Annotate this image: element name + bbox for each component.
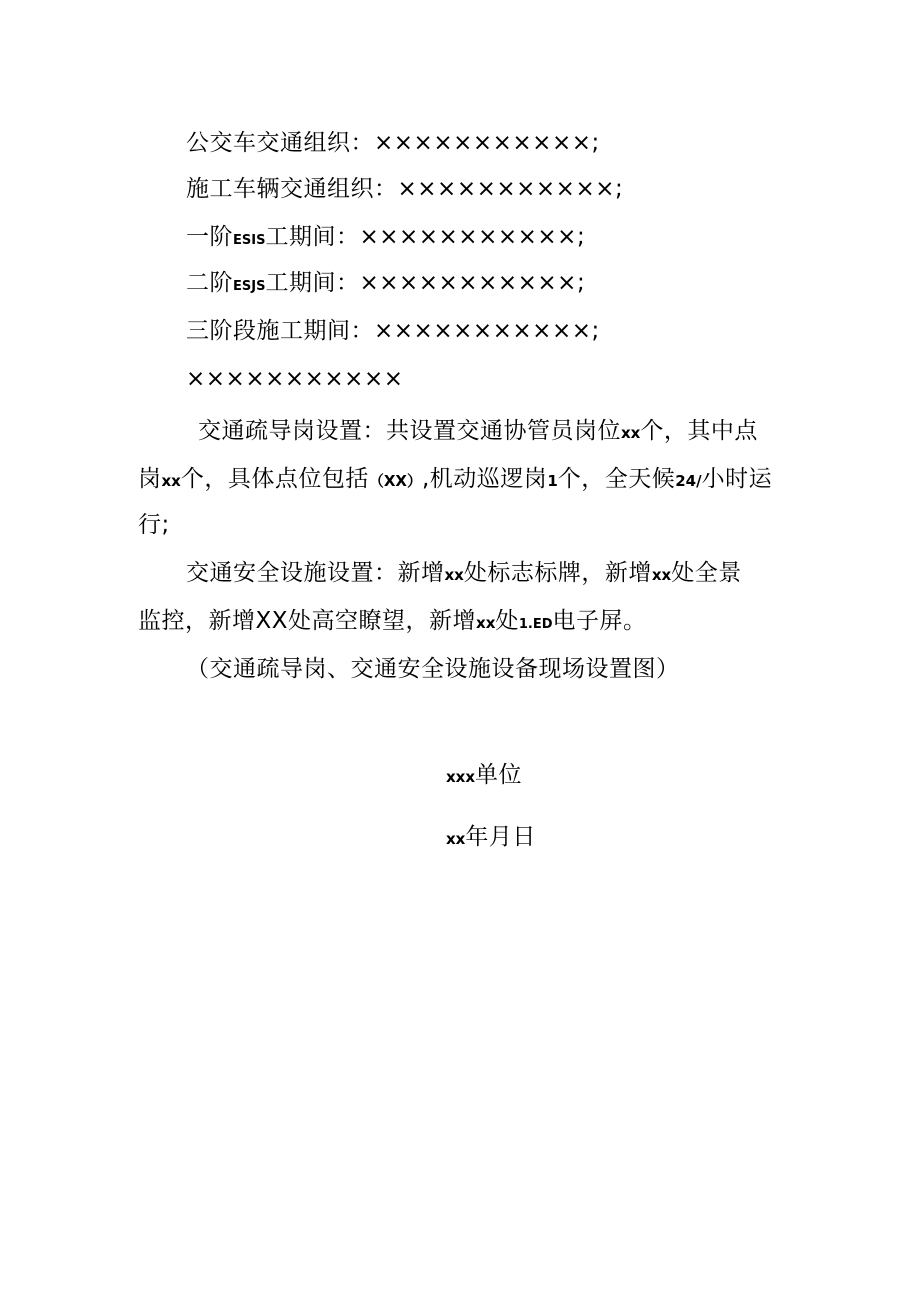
safety-line-2 — [138, 606, 647, 640]
phase-two-line — [186, 268, 585, 302]
guide-text-hours: 小时运 — [701, 466, 773, 492]
placeholder-line: ××××××××××× — [186, 366, 404, 392]
guide-text-allday: 个，全天候 — [557, 466, 676, 492]
figure-caption: （交通疏导岗、交通安全设施设备现场设置图） — [186, 656, 680, 682]
safety-text-c: 处标志标牌，新增 — [463, 560, 652, 586]
safety-sign-count: xx — [444, 566, 464, 584]
safety-text-place: 处 — [495, 608, 519, 634]
guide-text-c: 个，其中点 — [640, 418, 758, 444]
phase-one-line — [186, 222, 585, 256]
bus-traffic-line: 公交车交通组织：×××××××××××; — [186, 130, 600, 156]
safety-screen-count: xx — [476, 614, 496, 632]
phase-two-code: ESJS — [233, 279, 266, 294]
safety-text-a: 交通安全设施设置：新增 — [186, 560, 445, 586]
safety-led-label: 1.ED — [518, 617, 553, 632]
guide-text-points: 个，具体点位包括 — [180, 466, 369, 492]
phase-one-suffix: 工期间：×××××××××××; — [265, 224, 586, 250]
guide-point-count: xx — [161, 472, 181, 490]
safety-monitor-count: xx — [651, 566, 672, 584]
guide-patrol-count: 1 — [547, 472, 558, 490]
guide-count-xx: xx — [621, 424, 641, 442]
guide-text-patrol: ,机动巡逻岗 — [422, 466, 548, 492]
guide-post-line-2 — [138, 464, 772, 496]
safety-text-screen: 电子屏。 — [552, 608, 647, 634]
guide-text-a: 交通疏导岗设置：共设置交通协管员岗位 — [198, 418, 621, 444]
safety-text-monitor: 监控，新增XX处高空瞭望，新增 — [138, 608, 477, 634]
safety-line-1 — [186, 558, 742, 590]
phase-two-prefix: 二阶 — [186, 270, 233, 296]
guide-points-placeholder: （XX） — [368, 472, 422, 490]
phase-three-line: 三阶段施工期间：×××××××××××; — [186, 318, 600, 344]
phase-two-suffix: 工期间：×××××××××××; — [265, 270, 586, 296]
date-label: 年月日 — [465, 824, 536, 850]
signature-date — [446, 822, 536, 854]
unit-placeholder: xxx — [446, 768, 476, 786]
safety-text-e: 处全景 — [671, 560, 742, 586]
signature-unit — [446, 760, 522, 792]
guide-post-line-3: 行; — [138, 512, 170, 538]
date-placeholder: xx — [446, 830, 466, 848]
guide-hours: 24/ — [675, 472, 702, 490]
construction-vehicle-line: 施工车辆交通组织：×××××××××××; — [186, 176, 624, 202]
phase-one-code: ESIS — [233, 233, 266, 248]
guide-text-post: 岗 — [138, 466, 162, 492]
guide-post-line-1 — [198, 416, 758, 448]
unit-label: 单位 — [475, 762, 523, 788]
phase-one-prefix: 一阶 — [186, 224, 233, 250]
